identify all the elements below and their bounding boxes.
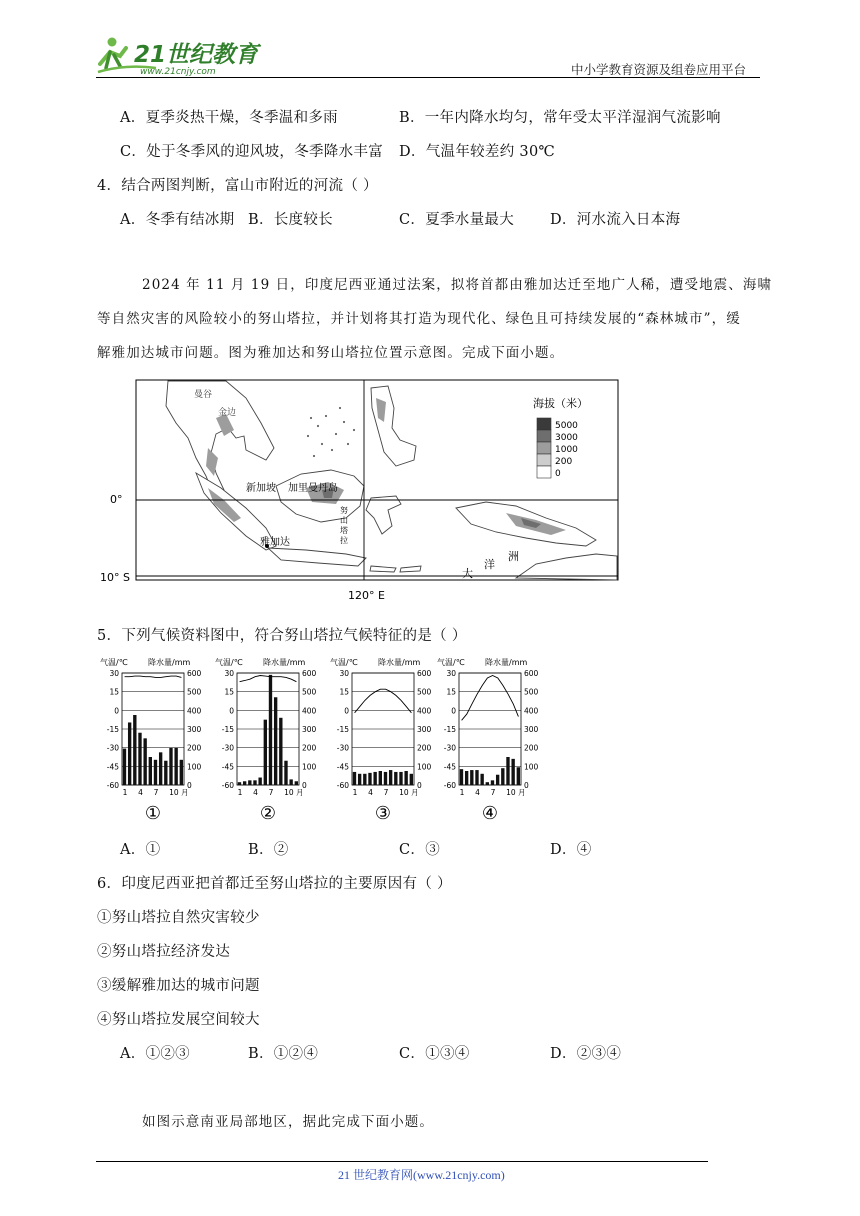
precip-bar xyxy=(248,780,251,785)
precip-bar xyxy=(154,760,157,785)
y-right-tick: 200 xyxy=(417,743,432,753)
q6-option-d: D．②③④ xyxy=(550,1046,622,1062)
legend-level-1: 3000 xyxy=(555,433,578,443)
precip-bar xyxy=(491,780,494,785)
precip-bar xyxy=(174,748,177,785)
temperature-line xyxy=(240,676,297,682)
y-right-tick: 200 xyxy=(302,743,317,753)
y-left-tick: -15 xyxy=(106,725,119,734)
continent-label-da: 大 xyxy=(462,567,473,580)
x-tick: 1 xyxy=(459,788,465,797)
y-left-label: 气温/℃ xyxy=(215,658,243,667)
q4-option-b: B．长度较长 xyxy=(248,212,333,228)
x-tick: 1 xyxy=(352,788,358,797)
y-right-tick: 200 xyxy=(524,743,539,753)
precip-bar xyxy=(149,757,152,785)
precip-bar xyxy=(169,748,172,785)
y-right-tick: 600 xyxy=(187,669,202,678)
y-left-tick: -60 xyxy=(443,781,456,790)
y-right-tick: 600 xyxy=(417,669,432,678)
precip-bar xyxy=(460,769,463,785)
x-tick: 4 xyxy=(253,788,258,797)
precip-bar xyxy=(404,771,407,785)
passage-line-2: 等自然灾害的风险较小的努山塔拉，并计划将其打造为现代化、绿色且可持续发展的“森林城市”，缓 xyxy=(97,311,741,327)
x-tick: 4 xyxy=(475,788,480,797)
chart-number-label: ② xyxy=(259,803,277,824)
legend-title: 海拔（米） xyxy=(533,397,588,410)
precip-bar xyxy=(295,781,298,785)
jinbian-label: 金边 xyxy=(218,408,237,418)
legend-level-3: 200 xyxy=(555,457,573,467)
y-right-tick: 300 xyxy=(417,725,432,734)
q4-option-a: A．冬季有结冰期 xyxy=(120,212,235,228)
y-right-tick: 500 xyxy=(187,687,202,697)
bangkok-label: 曼谷 xyxy=(194,390,213,400)
temperature-line xyxy=(462,676,519,721)
y-right-tick: 300 xyxy=(302,725,317,734)
chart-number-label: ③ xyxy=(374,803,392,824)
x-tick: 7 xyxy=(490,788,496,797)
q6-stem: 6．印度尼西亚把首都迁至努山塔拉的主要原因有（ ） xyxy=(97,876,452,892)
lat-0-label: 0° xyxy=(110,493,123,506)
precip-bar xyxy=(506,757,509,785)
x-tick: 10 月 xyxy=(399,788,419,797)
q5-option-a: A．① xyxy=(120,842,161,858)
temperature-line xyxy=(355,689,412,713)
precip-bar xyxy=(399,772,402,785)
precip-bar xyxy=(284,761,287,785)
y-left-label: 气温/℃ xyxy=(330,658,358,667)
precip-bar xyxy=(496,775,499,785)
precip-bar xyxy=(143,738,146,785)
precip-bar xyxy=(517,767,520,785)
y-right-tick: 0 xyxy=(417,781,422,790)
y-right-tick: 500 xyxy=(417,687,432,697)
climate-chart-4 xyxy=(437,651,557,826)
q5-stem: 5．下列气候资料图中，符合努山塔拉气候特征的是（ ） xyxy=(97,628,467,644)
y-right-tick: 100 xyxy=(302,762,317,772)
lat-10s-label: 10° S xyxy=(100,571,130,584)
q3-option-c: C．处于冬季风的迎风坡，冬季降水丰富 xyxy=(120,144,383,160)
precip-bar xyxy=(465,771,468,785)
y-right-label: 降水量/mm xyxy=(378,658,421,667)
precip-bar xyxy=(264,720,267,785)
y-left-tick: -60 xyxy=(221,781,234,790)
y-right-tick: 300 xyxy=(524,725,539,734)
y-right-tick: 200 xyxy=(187,743,202,753)
legend-level-4: 0 xyxy=(555,469,561,479)
y-left-tick: 15 xyxy=(339,687,349,697)
y-left-tick: -15 xyxy=(443,725,456,734)
x-tick: 1 xyxy=(122,788,128,797)
q6-statement-4: ④努山塔拉发展空间较大 xyxy=(97,1012,260,1028)
q5-option-c: C．③ xyxy=(399,842,440,858)
precip-bar xyxy=(258,778,261,785)
q6-option-a: A．①②③ xyxy=(120,1046,190,1062)
y-right-tick: 300 xyxy=(187,725,202,734)
q5-option-d: D．④ xyxy=(550,842,592,858)
y-left-tick: -30 xyxy=(443,743,456,753)
x-tick: 4 xyxy=(138,788,143,797)
y-left-tick: 0 xyxy=(344,706,349,716)
y-right-tick: 0 xyxy=(187,781,192,790)
y-left-tick: -30 xyxy=(106,743,119,753)
nusantara-label-4: 拉 xyxy=(340,536,348,545)
y-left-tick: 30 xyxy=(224,669,234,678)
y-left-label: 气温/℃ xyxy=(100,658,128,667)
y-left-tick: -60 xyxy=(336,781,349,790)
precip-bar xyxy=(379,771,382,785)
y-left-tick: -45 xyxy=(221,762,234,772)
platform-name: 中小学教育资源及组卷应用平台 xyxy=(571,62,747,77)
site-logo xyxy=(96,34,266,82)
next-question-intro: 如图示意南亚局部地区，据此完成下面小题。 xyxy=(142,1114,434,1130)
x-tick: 1 xyxy=(237,788,243,797)
precip-bar xyxy=(358,774,361,785)
y-left-tick: 15 xyxy=(224,687,234,697)
q6-option-c: C．①③④ xyxy=(399,1046,470,1062)
y-left-tick: 0 xyxy=(114,706,119,716)
x-tick: 7 xyxy=(383,788,389,797)
x-tick: 7 xyxy=(153,788,159,797)
legend-swatch-0 xyxy=(537,418,551,430)
q6-statement-2: ②努山塔拉经济发达 xyxy=(97,944,231,960)
y-right-tick: 500 xyxy=(524,687,539,697)
singapore-label: 新加坡 xyxy=(246,483,276,494)
precip-bar xyxy=(410,774,413,785)
jakarta-label: 雅加达 xyxy=(260,537,290,548)
lon-120e-label: 120° E xyxy=(348,589,385,602)
precip-bar xyxy=(128,722,131,785)
x-tick: 4 xyxy=(368,788,373,797)
legend-swatch-4 xyxy=(537,466,551,478)
q4-option-c: C．夏季水量最大 xyxy=(399,212,514,228)
y-left-tick: 0 xyxy=(451,706,456,716)
y-left-tick: 15 xyxy=(446,687,456,697)
q4-stem: 4．结合两图判断，富山市附近的河流（ ） xyxy=(97,178,378,194)
legend-swatch-2 xyxy=(537,442,551,454)
y-right-tick: 600 xyxy=(524,669,539,678)
y-left-tick: 15 xyxy=(109,687,119,697)
y-right-tick: 500 xyxy=(302,687,317,697)
footer-text: 21 世纪教育网(www.21cnjy.com) xyxy=(338,1168,505,1182)
elevation-legend xyxy=(525,392,635,492)
y-right-tick: 400 xyxy=(187,706,202,716)
y-left-tick: -15 xyxy=(336,725,349,734)
logo-text: 21世纪教育 xyxy=(134,42,259,68)
footer-divider xyxy=(96,1161,708,1162)
y-left-tick: -60 xyxy=(106,781,119,790)
precip-bar xyxy=(511,759,514,785)
y-left-tick: -15 xyxy=(221,725,234,734)
q6-statement-3: ③缓解雅加达的城市问题 xyxy=(97,978,260,994)
climate-chart-3 xyxy=(330,651,450,826)
legend-level-0: 5000 xyxy=(555,421,578,431)
precip-bar xyxy=(279,718,282,785)
kalimantan-label: 加里曼丹岛 xyxy=(288,483,338,494)
legend-swatch-1 xyxy=(537,430,551,442)
precip-bar xyxy=(269,675,272,785)
y-left-tick: -45 xyxy=(336,762,349,772)
q5-option-b: B．② xyxy=(248,842,289,858)
precip-bar xyxy=(373,772,376,785)
precip-bar xyxy=(289,779,292,785)
precip-bar xyxy=(159,752,162,785)
y-left-tick: -45 xyxy=(106,762,119,772)
logo-url: www.21cnjy.com xyxy=(140,67,216,77)
x-tick: 10 月 xyxy=(284,788,304,797)
x-tick: 7 xyxy=(268,788,274,797)
x-tick: 10 月 xyxy=(169,788,189,797)
precip-bar xyxy=(253,780,256,785)
passage-line-3: 解雅加达城市问题。图为雅加达和努山塔拉位置示意图。完成下面小题。 xyxy=(97,345,565,361)
climate-chart-1 xyxy=(100,651,220,826)
y-left-label: 气温/℃ xyxy=(437,658,465,667)
ocean-label-yang: 洋 xyxy=(484,558,495,571)
y-right-tick: 0 xyxy=(524,781,529,790)
passage-line-1: 2024 年 11 月 19 日，印度尼西亚通过法案，拟将首都由雅加达迁至地广人稀，遭受地震、海啸 xyxy=(142,277,773,293)
y-right-tick: 0 xyxy=(302,781,307,790)
y-right-tick: 400 xyxy=(417,706,432,716)
precip-bar xyxy=(501,768,504,785)
chart-number-label: ① xyxy=(144,803,162,824)
nusantara-label-2: 山 xyxy=(340,516,348,525)
precip-bar xyxy=(353,772,356,785)
y-right-tick: 100 xyxy=(417,762,432,772)
q3-option-a: A．夏季炎热干燥，冬季温和多雨 xyxy=(120,110,338,126)
y-left-tick: 30 xyxy=(109,669,119,678)
temperature-line xyxy=(125,676,182,677)
y-right-label: 降水量/mm xyxy=(148,658,191,667)
continent-label-zhou: 洲 xyxy=(508,550,519,563)
y-left-tick: 30 xyxy=(339,669,349,678)
legend-level-2: 1000 xyxy=(555,445,578,455)
y-left-tick: -45 xyxy=(443,762,456,772)
precip-bar xyxy=(138,733,141,785)
precip-bar xyxy=(470,770,473,785)
precip-bar xyxy=(164,761,167,785)
climate-chart-2 xyxy=(215,651,335,826)
y-left-tick: -30 xyxy=(221,743,234,753)
y-right-label: 降水量/mm xyxy=(263,658,306,667)
precip-bar xyxy=(368,773,371,785)
precip-bar xyxy=(475,770,478,785)
precip-bar xyxy=(384,772,387,785)
nusantara-label-3: 塔 xyxy=(340,526,348,535)
precip-bar xyxy=(243,781,246,785)
y-left-tick: -30 xyxy=(336,743,349,753)
precip-bar xyxy=(363,774,366,785)
precip-bar xyxy=(394,772,397,785)
nusantara-label-1: 努 xyxy=(340,506,348,515)
header-divider xyxy=(96,77,760,78)
y-right-label: 降水量/mm xyxy=(485,658,528,667)
q6-option-b: B．①②④ xyxy=(248,1046,319,1062)
precip-bar xyxy=(274,697,277,785)
y-right-tick: 400 xyxy=(302,706,317,716)
precip-bar xyxy=(123,749,126,785)
q4-option-d: D．河水流入日本海 xyxy=(550,212,681,228)
y-right-tick: 100 xyxy=(524,762,539,772)
x-tick: 10 月 xyxy=(506,788,526,797)
precip-bar xyxy=(133,715,136,785)
y-right-tick: 600 xyxy=(302,669,317,678)
y-left-tick: 30 xyxy=(446,669,456,678)
precip-bar xyxy=(486,782,489,785)
precip-bar xyxy=(238,782,241,785)
chart-number-label: ④ xyxy=(481,803,499,824)
legend-swatch-3 xyxy=(537,454,551,466)
precip-bar xyxy=(180,760,183,785)
q3-option-b: B．一年内降水均匀，常年受太平洋湿润气流影响 xyxy=(399,110,721,126)
q6-statement-1: ①努山塔拉自然灾害较少 xyxy=(97,910,260,926)
y-left-tick: 0 xyxy=(229,706,234,716)
y-right-tick: 400 xyxy=(524,706,539,716)
q3-option-d: D．气温年较差约 30℃ xyxy=(399,144,556,160)
precip-bar xyxy=(389,770,392,785)
y-right-tick: 100 xyxy=(187,762,202,772)
precip-bar xyxy=(480,774,483,785)
